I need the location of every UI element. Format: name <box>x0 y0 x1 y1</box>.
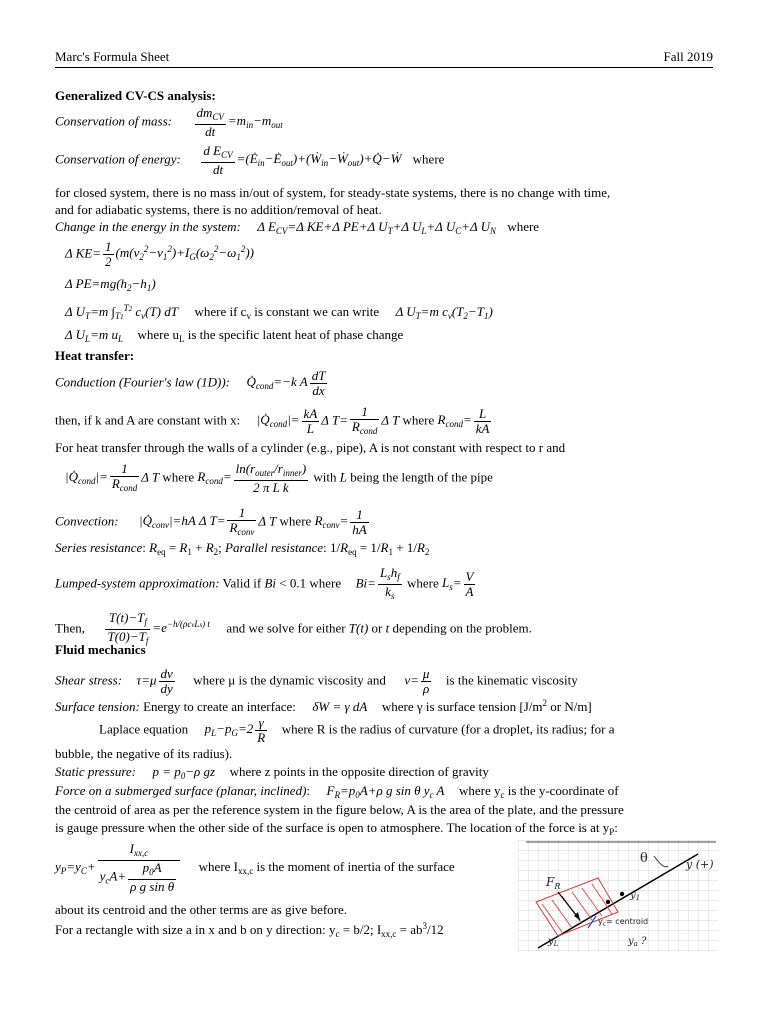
header-term: Fall 2019 <box>663 49 713 64</box>
bubble-text: bubble, the negative of its radius). <box>55 746 233 761</box>
conduction-constant-line: then, if k and A are constant with x: $|Q̇_{cond}|=$ $\frac{kA}{L}$ Δ T= $\frac{1}{R_{cond}}$ Δ T where $R_{cond}=$ $\frac{L}{kA}$ <box>55 404 490 436</box>
force-label: $F_R$ <box>546 875 561 891</box>
dm-dt-fraction: $\frac{dm_{CV}}{dt}$ <box>196 105 224 139</box>
resistance-line: Series resistance: $R_{eq} = R_1 + R_2$; Parallel resistance: $1/R_{eq} = 1/R_1 + 1/R_2$ <box>55 540 430 557</box>
gauge-text-line: is gauge pressure when the other side of the surface is open to atmosphere. The location of the force is at $y_P$: <box>55 820 618 837</box>
ut-equation: Δ $U_T=m$ $\int_{T1}^{T2}$ $c_v(T)$ dT where if $c_v$ is constant we can write Δ $U_T=m$ $c_v(T_2-T_1)$ <box>65 303 493 321</box>
centroid-text: the centroid of area as per the reference system in the figure below, A is the area of the plate, and the pressure <box>55 802 624 817</box>
change-label: Change in the energy in the system: <box>55 219 241 234</box>
section-fluid-heading: Fluid mechanics <box>55 642 146 657</box>
centroid-point <box>606 900 610 904</box>
energy-change-line: Change in the energy in the system: Δ $E_{CV}=\Delta$ KE+Δ PE+Δ $U_T+\Delta$ $U_L+\Delta$ $U_C+\Delta$ $U_N$ where <box>55 219 540 236</box>
closed-system-text-2: and for adiabatic systems, there is no addition/removal of heat. <box>55 202 382 217</box>
force-line: Force on a submerged surface (planar, inclined): $F_R=p_0A+\rho$ g sin θ $y_c$ A where $y_c$ is the y-coordinate of <box>55 783 619 800</box>
energy-label: Conservation of energy: <box>55 151 181 167</box>
convection-label: Convection: <box>55 513 119 529</box>
static-pressure-line: Static pressure: $p = p_0-\rho$ gz where z points in the opposite direction of gravity <box>55 764 489 781</box>
mass-label: Conservation of mass: <box>55 113 172 129</box>
centroid-note: $y_c=$ centroid <box>598 917 649 928</box>
inclined-plate-figure <box>518 840 718 956</box>
conduction-line: Conduction (Fourier's law (1D)): $Q̇_{cond}=-k$ A $\frac{dT}{dx}$ <box>55 368 326 398</box>
laplace-line: Laplace equation $p_L-p_G=2$ $\frac{\gamma}{R}$ where R is the radius of curvature (for a droplet, its radius; for a <box>99 715 615 745</box>
closed-system-text-1: for closed system, there is no mass in/out of system, for steady-state systems, there is no change with time, <box>55 185 611 200</box>
lumped-line: Lumped-system approximation: Valid if Bi < 0.1 where Bi= $\frac{L_sh_f}{k_s}$ where $L_s=$ $\frac{V}{A}$ <box>55 565 474 601</box>
mass-equation-line: Conservation of mass: $\frac{dm_{CV}}{dt}$ $=m_{in}-m_{out}$ <box>55 105 283 139</box>
where-text: where <box>412 151 445 167</box>
ya-label: $y_a$ ? <box>628 936 647 948</box>
de-dt-fraction: $\frac{d E_{CV}}{dt}$ <box>203 143 233 177</box>
rectangle-line: For a rectangle with size a in x and b on y direction: $y_c = b/2$; $I_{xx,c} = ab^3/12$ <box>55 921 444 939</box>
surface-tension-line: Surface tension: Energy to create an interface: δW = γ dA where γ is surface tension [$J/m^2$ or N/m] <box>55 698 592 714</box>
header-title: Marc's Formula Sheet <box>55 49 170 64</box>
cylinder-equation: $|Q̇_{cond}|=$ $\frac{1}{R_{cond}}$ Δ T where $R_{cond}=$ $\frac{\ln(r_{outer}/r_{inner})}{\text{2 π L k}}$ with L being the length of the pipe <box>65 461 493 495</box>
convection-line: Convection: $|Q̇_{conv}|=hA$ Δ T= $\frac{1}{R_{conv}}$ Δ T where $R_{conv}=$ $\frac{1}{hA}$ <box>55 505 367 537</box>
energy-equation-line: Conservation of energy: $\frac{d E_{CV}}{dt}$ $=(Ė_{in}-Ė_{out})+(Ẇ_{in}-Ẇ_{out})+Q̇-Ẇ$ where <box>55 143 445 177</box>
pe-equation: Δ $PE=mg(h_2-h_1)$ <box>65 276 156 293</box>
shear-line: Shear stress: τ=μ $\frac{dv}{dy}$ where μ is the dynamic viscosity and ν= $\frac{\mu}{\rho}$ is the kinematic viscosity <box>55 666 578 696</box>
page-header <box>55 49 713 68</box>
point-y1 <box>620 892 624 896</box>
ke-equation: Δ KE= $\frac{1}{2}$ $(m(v_2^2-v_1^2)+I_G(\omega_2^2-\omega_1^2))$ <box>65 239 254 269</box>
inclined-plate-sketch <box>518 840 718 952</box>
lumped-solution-line: Then, $\frac{T(t)-T_f}{T(0)-T_f}$ $=e^{-h/(\rho cvLs) t}$ and we solve for either T(t) or t depending on the problem. <box>55 610 532 646</box>
y-axis-label: y (+) <box>686 858 714 871</box>
cylinder-text: For heat transfer through the walls of a cylinder (e.g., pipe), A is not constant with respect to r and <box>55 440 566 455</box>
y1-label: $y_1$ <box>630 890 641 902</box>
yp-equation-line: $y_P=y_C+$ $I_{xx,c}$ $y_cA+$ $\frac{p_0A}{\text{ρ g sin θ}}$ where $I_{xx,c}$ is the moment of inertia of the surface <box>55 841 455 894</box>
ul-equation: Δ $U_L=m$ $u_L$ where $u_L$ is the specific latent heat of phase change <box>65 327 404 344</box>
conduction-label: Conduction (Fourier's law (1D)): <box>55 374 231 390</box>
section-cv-heading: Generalized CV-CS analysis: <box>55 88 216 103</box>
about-text: about its centroid and the other terms are as give before. <box>55 902 348 917</box>
yl-label: $y_L$ <box>548 936 559 948</box>
theta-label: θ <box>640 851 648 866</box>
section-heat-heading: Heat transfer: <box>55 348 135 363</box>
